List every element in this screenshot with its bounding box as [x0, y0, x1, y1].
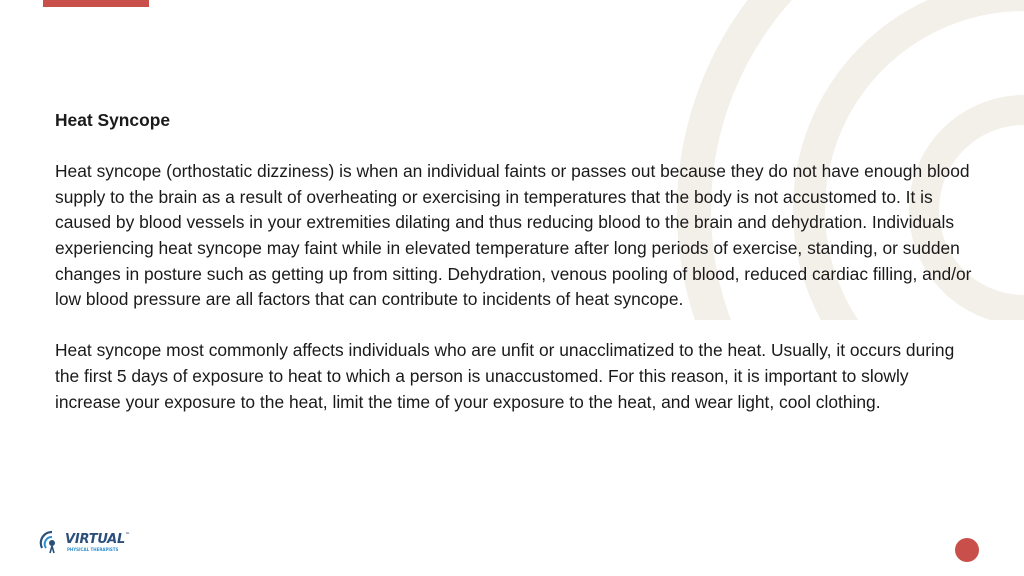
virtual-physical-therapists-logo [38, 528, 138, 558]
logo-subtitle: PHYSICAL THERAPISTS [67, 547, 119, 552]
slide-title: Heat Syncope [55, 110, 171, 130]
logo-signal-icon [38, 528, 66, 556]
slide-content [55, 108, 975, 441]
logo-wordmark: VIRTUAL™ [65, 532, 130, 547]
paragraph-prevention: Heat syncope most commonly affects individuals who are unfit or unacclimatized to the heat. Usually, it occurs during the first 5 days of exposure to heat to which a person is unaccustomed. For this reason, it is important to slowly increase your exposure to the heat, limit the time of your exposure to the heat, and wear light, cool clothing. [55, 340, 955, 412]
top-accent-bar [43, 0, 149, 7]
slide-nav-dot[interactable] [955, 538, 979, 562]
paragraph-definition: Heat syncope (orthostatic dizziness) is when an individual faints or passes out because they do not have enough blood supply to the brain as a result of overheating or exercising in temperatures that the body is not accustomed to. It is caused by blood vessels in your extremities dilating and thus reducing blood to the brain and dehydration. Individuals experiencing heat syncope may faint while in elevated temperature after long periods of exercise, standing, or sudden changes in posture such as getting up from sitting. Dehydration, venous pooling of blood, reduced cardiac filling, and/or low blood pressure are all factors that can contribute to incidents of heat syncope. [55, 161, 972, 310]
